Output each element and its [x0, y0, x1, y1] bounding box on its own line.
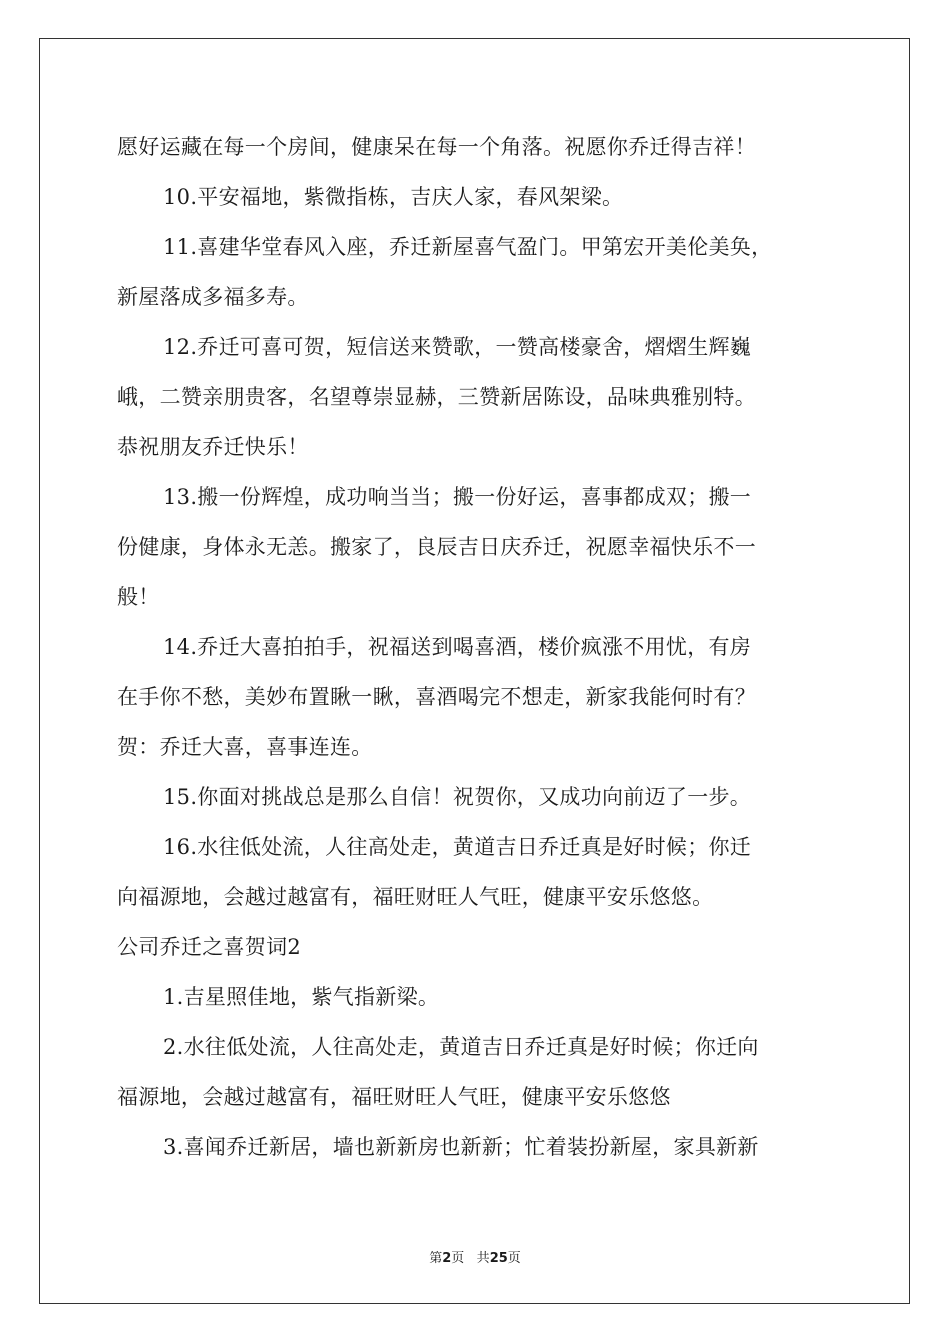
text-line: 新屋落成多福多寿。	[117, 285, 309, 309]
footer-page-suffix: 页	[451, 1251, 465, 1266]
text-line: 11.喜建华堂春风入座，乔迁新屋喜气盈门。甲第宏开美伦美奂，	[163, 235, 773, 259]
text-line: 份健康，身体永无恙。搬家了，良辰吉日庆乔迁，祝愿幸福快乐不一	[117, 535, 756, 559]
text-line: 13.搬一份辉煌，成功响当当；搬一份好运，喜事都成双；搬一	[163, 485, 752, 509]
text-line: 12.乔迁可喜可贺，短信送来赞歌，一赞高楼豪舍，熠熠生辉巍	[163, 335, 752, 359]
text-line: 在手你不愁，美妙布置瞅一瞅，喜酒喝完不想走，新家我能何时有？	[117, 685, 756, 709]
text-line: 1.吉星照佳地，紫气指新梁。	[163, 985, 440, 1009]
document-body	[117, 127, 837, 1177]
text-line: 般！	[117, 585, 160, 609]
text-line: 15.你面对挑战总是那么自信！祝贺你，又成功向前迈了一步。	[163, 785, 752, 809]
text-line: 愿好运藏在每一个房间，健康呆在每一个角落。祝愿你乔迁得吉祥！	[117, 135, 756, 159]
text-line: 福源地，会越过越富有，福旺财旺人气旺，健康平安乐悠悠	[117, 1085, 671, 1109]
footer-page-number: 2	[442, 1251, 452, 1266]
text-line: 16.水往低处流，人往高处走，黄道吉日乔迁真是好时候；你迁	[163, 835, 752, 859]
section-heading: 公司乔迁之喜贺词2	[117, 935, 302, 959]
text-line: 向福源地，会越过越富有，福旺财旺人气旺，健康平安乐悠悠。	[117, 885, 714, 909]
footer-total-suffix: 页	[507, 1251, 521, 1266]
page-footer	[0, 1247, 950, 1266]
footer-total-pages: 25	[489, 1251, 508, 1266]
text-line: 3.喜闻乔迁新居，墙也新新房也新新；忙着装扮新屋，家具新新	[163, 1135, 759, 1159]
text-line: 10.平安福地，紫微指栋，吉庆人家，春风架梁。	[163, 185, 624, 209]
text-line: 14.乔迁大喜拍拍手，祝福送到喝喜酒，楼价疯涨不用忧，有房	[163, 635, 752, 659]
footer-total-prefix: 共	[476, 1251, 490, 1266]
text-line: 2.水往低处流，人往高处走，黄道吉日乔迁真是好时候；你迁向	[163, 1035, 759, 1059]
text-line: 峨，二赞亲朋贵客，名望尊崇显赫，三赞新居陈设，品味典雅别特。	[117, 385, 756, 409]
footer-page-prefix: 第	[429, 1251, 443, 1266]
text-line: 恭祝朋友乔迁快乐！	[117, 435, 309, 459]
text-line: 贺：乔迁大喜，喜事连连。	[117, 735, 373, 759]
